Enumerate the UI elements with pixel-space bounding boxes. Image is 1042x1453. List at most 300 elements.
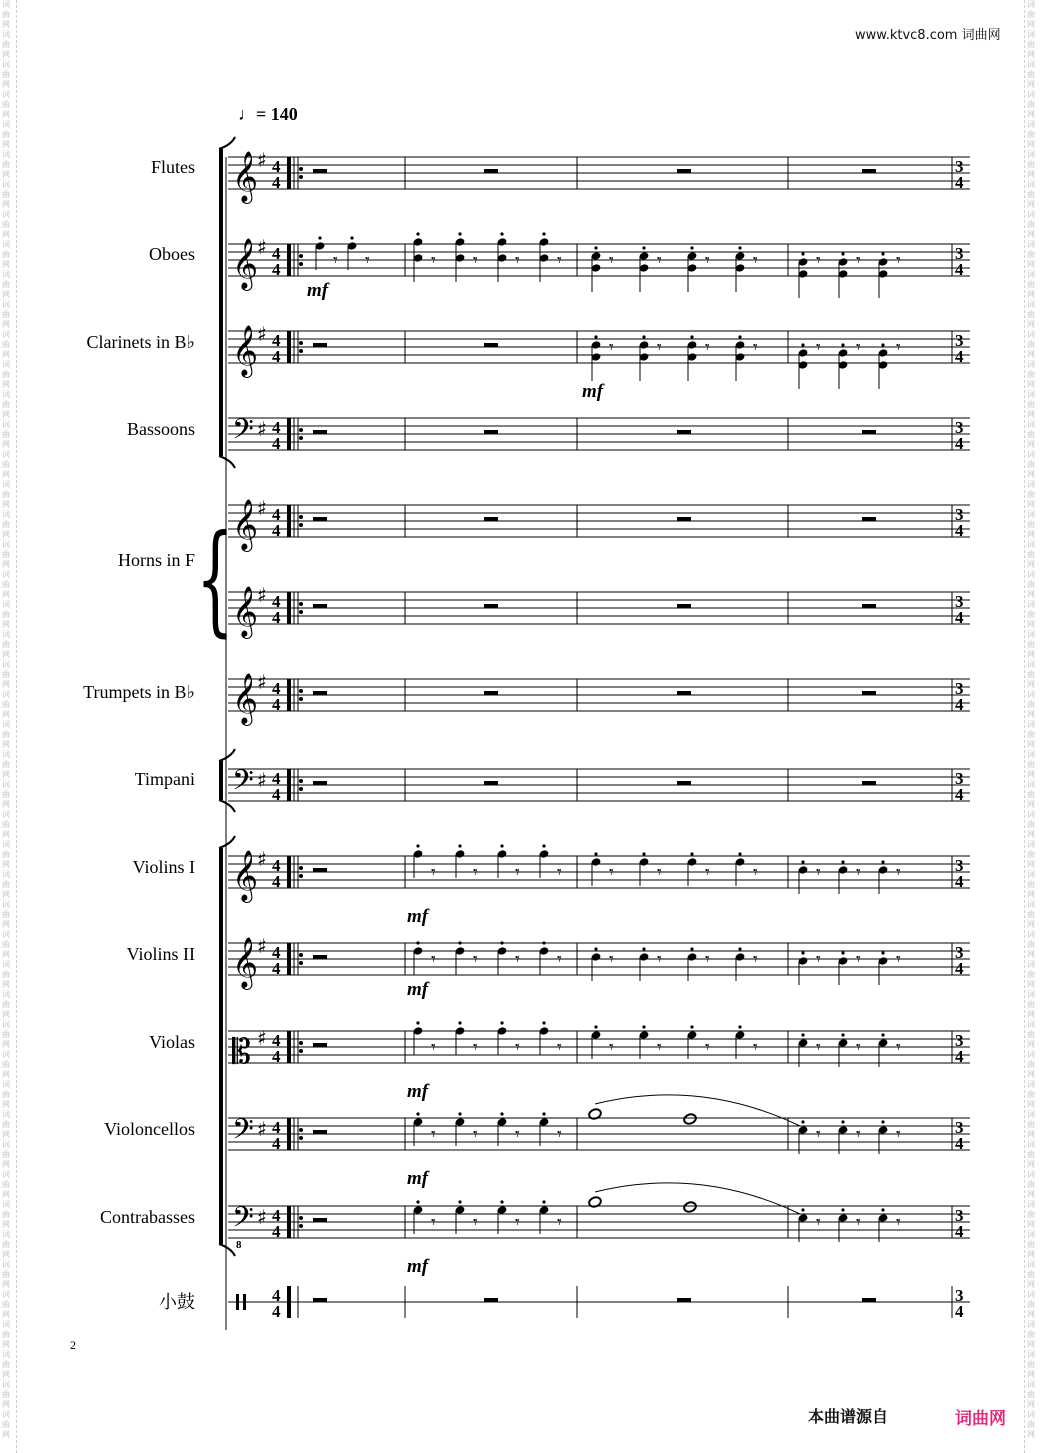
- key-sharp-icon: ♯: [257, 1026, 267, 1050]
- time-signature-bottom: 4: [955, 434, 964, 453]
- eighth-rest-icon: 𝄾: [657, 862, 662, 883]
- whole-rest: [677, 604, 691, 608]
- time-signature-bottom: 4: [955, 260, 964, 279]
- time-signature-bottom: 4: [272, 608, 281, 627]
- staccato-dot: [690, 947, 693, 950]
- staccato-dot: [738, 852, 741, 855]
- key-sharp-icon: ♯: [257, 1117, 267, 1141]
- time-signature-top: 4: [272, 592, 281, 611]
- key-sharp-icon: ♯: [257, 934, 267, 958]
- staccato-dot: [642, 852, 645, 855]
- staccato-dot: [881, 860, 884, 863]
- repeat-dot: [299, 1216, 303, 1220]
- key-sharp-icon: ♯: [257, 322, 267, 346]
- half-note-head: [683, 1113, 697, 1126]
- repeat-dot: [299, 515, 303, 519]
- eighth-rest-icon: 𝄾: [557, 1037, 562, 1058]
- time-signature-bottom: 4: [955, 872, 964, 891]
- staccato-dot: [500, 1021, 503, 1024]
- time-signature-bottom: 4: [272, 1134, 281, 1153]
- treble-clef-icon: 𝄞: [232, 673, 259, 724]
- eighth-rest-icon: 𝄾: [705, 250, 710, 271]
- repeat-dot: [299, 689, 303, 693]
- eighth-rest-icon: 𝄾: [705, 337, 710, 358]
- staccato-dot: [642, 246, 645, 249]
- whole-rest: [862, 1298, 876, 1302]
- eighth-rest-icon: 𝄾: [557, 862, 562, 883]
- repeat-dot: [299, 428, 303, 432]
- instrument-label: Contrabasses: [100, 1207, 195, 1227]
- staccato-dot: [738, 335, 741, 338]
- time-signature-bottom: 4: [272, 347, 281, 366]
- horn-brace-icon: {: [196, 509, 235, 650]
- eighth-rest-icon: 𝄾: [515, 1037, 520, 1058]
- time-signature-bottom: 4: [955, 695, 964, 714]
- staccato-dot: [500, 1112, 503, 1115]
- eighth-rest-icon: 𝄾: [856, 1212, 861, 1233]
- staccato-dot: [542, 1200, 545, 1203]
- eighth-rest-icon: 𝄾: [705, 862, 710, 883]
- whole-rest: [862, 691, 876, 695]
- instrument-label: Timpani: [134, 769, 195, 789]
- whole-rest: [313, 517, 327, 521]
- key-sharp-icon: ♯: [257, 148, 267, 172]
- time-signature-bottom: 4: [272, 173, 281, 192]
- key-sharp-icon: ♯: [257, 235, 267, 259]
- eighth-rest-icon: 𝄾: [515, 949, 520, 970]
- eighth-rest-icon: 𝄾: [473, 1037, 478, 1058]
- key-sharp-icon: ♯: [257, 417, 267, 441]
- staccato-dot: [738, 246, 741, 249]
- staccato-dot: [594, 246, 597, 249]
- dynamic-marking: mf: [582, 381, 604, 402]
- eighth-rest-icon: 𝄾: [473, 250, 478, 271]
- eighth-rest-icon: 𝄾: [515, 1124, 520, 1145]
- eighth-rest-icon: 𝄾: [753, 250, 758, 271]
- staccato-dot: [542, 232, 545, 235]
- instrument-label: Violas: [149, 1032, 195, 1052]
- eighth-rest-icon: 𝄾: [856, 250, 861, 271]
- repeat-dot: [299, 779, 303, 783]
- eighth-rest-icon: 𝄾: [515, 862, 520, 883]
- staccato-dot: [594, 335, 597, 338]
- time-signature-bottom: 4: [272, 959, 281, 978]
- staccato-dot: [801, 252, 804, 255]
- whole-rest: [677, 691, 691, 695]
- whole-rest: [677, 781, 691, 785]
- octave-mark: 8: [236, 1239, 242, 1251]
- eighth-rest-icon: 𝄾: [753, 949, 758, 970]
- time-signature-bottom: 4: [955, 1134, 964, 1153]
- eighth-rest-icon: 𝄾: [365, 250, 370, 271]
- treble-clef-icon: 𝄞: [232, 499, 259, 550]
- staccato-dot: [801, 1033, 804, 1036]
- eighth-rest-icon: 𝄾: [515, 1212, 520, 1233]
- repeat-dot: [299, 523, 303, 527]
- time-signature-bottom: 4: [272, 1222, 281, 1241]
- time-signature-bottom: 4: [272, 1047, 281, 1066]
- eighth-rest-icon: 𝄾: [856, 1037, 861, 1058]
- time-signature-top: 3: [955, 505, 964, 524]
- staccato-dot: [801, 343, 804, 346]
- staccato-dot: [416, 844, 419, 847]
- dynamic-marking: mf: [307, 280, 329, 301]
- eighth-rest-icon: 𝄾: [816, 337, 821, 358]
- staccato-dot: [318, 236, 321, 239]
- time-signature-top: 3: [955, 157, 964, 176]
- staccato-dot: [458, 844, 461, 847]
- time-signature-top: 3: [955, 592, 964, 611]
- eighth-rest-icon: 𝄾: [609, 862, 614, 883]
- eighth-rest-icon: 𝄾: [657, 337, 662, 358]
- time-signature-bottom: 4: [955, 1047, 964, 1066]
- whole-rest: [484, 169, 498, 173]
- whole-rest: [484, 1298, 498, 1302]
- eighth-rest-icon: 𝄾: [609, 250, 614, 271]
- repeat-dot: [299, 1224, 303, 1228]
- staccato-dot: [738, 947, 741, 950]
- whole-rest: [862, 430, 876, 434]
- staccato-dot: [841, 343, 844, 346]
- eighth-rest-icon: 𝄾: [816, 250, 821, 271]
- time-signature-top: 4: [272, 856, 281, 875]
- repeat-dot: [299, 787, 303, 791]
- repeat-dot: [299, 1136, 303, 1140]
- eighth-rest-icon: 𝄾: [753, 862, 758, 883]
- time-signature-bottom: 4: [272, 872, 281, 891]
- eighth-rest-icon: 𝄾: [609, 949, 614, 970]
- repeat-dot: [299, 961, 303, 965]
- eighth-rest-icon: 𝄾: [896, 862, 901, 883]
- staccato-dot: [881, 1033, 884, 1036]
- staccato-dot: [690, 335, 693, 338]
- instrument-label: Horns in F: [117, 550, 195, 570]
- staccato-dot: [416, 1021, 419, 1024]
- eighth-rest-icon: 𝄾: [557, 1124, 562, 1145]
- whole-rest: [862, 781, 876, 785]
- key-sharp-icon: ♯: [257, 1205, 267, 1229]
- whole-rest: [677, 169, 691, 173]
- staccato-dot: [841, 1033, 844, 1036]
- bass-clef-icon: 𝄢: [232, 764, 254, 804]
- whole-rest: [313, 781, 327, 785]
- eighth-rest-icon: 𝄾: [431, 250, 436, 271]
- time-signature-bottom: 4: [272, 434, 281, 453]
- group-bracket: [219, 456, 235, 468]
- eighth-rest-icon: 𝄾: [896, 1124, 901, 1145]
- eighth-rest-icon: 𝄾: [473, 1212, 478, 1233]
- staccato-dot: [500, 232, 503, 235]
- key-sharp-icon: ♯: [257, 583, 267, 607]
- time-signature-top: 3: [955, 769, 964, 788]
- eighth-rest-icon: 𝄾: [473, 1124, 478, 1145]
- time-signature-top: 4: [272, 418, 281, 437]
- staccato-dot: [841, 1120, 844, 1123]
- staccato-dot: [881, 252, 884, 255]
- time-signature-bottom: 4: [272, 785, 281, 804]
- left-watermark-strip: 词曲网 词曲网 词曲网 词曲网 词曲网 词曲网 词曲网 词曲网 词曲网 词曲网 词曲网 词曲网 词曲网 词曲网 词曲网 词曲网 词曲网 词曲网 词曲网 词曲网 词曲网 词曲网 词曲网 词曲网 词曲网 词曲网 词曲网 词曲网 词曲网 词曲网 词曲网 词曲网 词曲网 词曲网 词曲网 词曲网 词曲网 词曲网 词曲网 词曲网 词曲网 词曲网 词曲网 词曲网 词曲网 词曲网 词曲网 词曲网: [2, 0, 17, 1453]
- staccato-dot: [642, 335, 645, 338]
- time-signature-top: 4: [272, 157, 281, 176]
- instrument-label: Violins I: [132, 857, 195, 877]
- eighth-rest-icon: 𝄾: [816, 1124, 821, 1145]
- slur: [595, 1095, 800, 1126]
- treble-clef-icon: 𝄞: [232, 325, 259, 376]
- eighth-rest-icon: 𝄾: [816, 949, 821, 970]
- eighth-rest-icon: 𝄾: [515, 250, 520, 271]
- repeat-dot: [299, 436, 303, 440]
- repeat-dot: [299, 254, 303, 258]
- repeat-dot: [299, 610, 303, 614]
- time-signature-bottom: 4: [955, 347, 964, 366]
- time-signature-top: 3: [955, 1118, 964, 1137]
- dynamic-marking: mf: [407, 1256, 429, 1277]
- staccato-dot: [881, 1208, 884, 1211]
- time-signature-top: 4: [272, 1206, 281, 1225]
- time-signature-top: 4: [272, 331, 281, 350]
- whole-rest: [313, 1298, 327, 1302]
- instrument-label: Flutes: [150, 157, 195, 177]
- staccato-dot: [738, 1025, 741, 1028]
- whole-rest: [484, 343, 498, 347]
- eighth-rest-icon: 𝄾: [657, 1037, 662, 1058]
- staccato-dot: [416, 941, 419, 944]
- eighth-rest-icon: 𝄾: [816, 862, 821, 883]
- whole-rest: [862, 517, 876, 521]
- staccato-dot: [841, 951, 844, 954]
- alto-clef-icon: 𝄡: [232, 1032, 251, 1072]
- repeat-dot: [299, 697, 303, 701]
- time-signature-top: 4: [272, 679, 281, 698]
- staccato-dot: [801, 860, 804, 863]
- staccato-dot: [416, 1112, 419, 1115]
- repeat-dot: [299, 349, 303, 353]
- eighth-rest-icon: 𝄾: [431, 862, 436, 883]
- whole-rest: [484, 691, 498, 695]
- instrument-label: Violins II: [126, 944, 195, 964]
- repeat-dot: [299, 1128, 303, 1132]
- whole-rest: [313, 430, 327, 434]
- staccato-dot: [542, 844, 545, 847]
- time-signature-top: 3: [955, 856, 964, 875]
- eighth-rest-icon: 𝄾: [896, 337, 901, 358]
- staccato-dot: [500, 1200, 503, 1203]
- staccato-dot: [350, 236, 353, 239]
- whole-rest: [313, 604, 327, 608]
- staccato-dot: [458, 1021, 461, 1024]
- whole-rest: [313, 1218, 327, 1222]
- eighth-rest-icon: 𝄾: [431, 1037, 436, 1058]
- whole-rest: [313, 169, 327, 173]
- key-sharp-icon: ♯: [257, 670, 267, 694]
- eighth-rest-icon: 𝄾: [431, 949, 436, 970]
- dynamic-marking: mf: [407, 1081, 429, 1102]
- key-sharp-icon: ♯: [257, 768, 267, 792]
- dynamic-marking: mf: [407, 979, 429, 1000]
- eighth-rest-icon: 𝄾: [896, 949, 901, 970]
- group-bracket: [219, 836, 235, 848]
- eighth-rest-icon: 𝄾: [896, 1212, 901, 1233]
- eighth-rest-icon: 𝄾: [753, 337, 758, 358]
- time-signature-top: 4: [272, 505, 281, 524]
- whole-rest: [862, 169, 876, 173]
- treble-clef-icon: 𝄞: [232, 850, 259, 901]
- time-signature-top: 3: [955, 418, 964, 437]
- repeat-dot: [299, 866, 303, 870]
- staccato-dot: [841, 1208, 844, 1211]
- repeat-dot: [299, 262, 303, 266]
- group-bracket: [219, 848, 223, 1244]
- time-signature-bottom: 4: [955, 959, 964, 978]
- bass-clef-icon: 𝄢: [232, 1113, 254, 1153]
- eighth-rest-icon: 𝄾: [657, 250, 662, 271]
- time-signature-top: 4: [272, 1118, 281, 1137]
- staccato-dot: [642, 947, 645, 950]
- dynamic-marking: mf: [407, 1168, 429, 1189]
- repeat-dot: [299, 874, 303, 878]
- repeat-dot: [299, 1049, 303, 1053]
- treble-clef-icon: 𝄞: [232, 151, 259, 202]
- staccato-dot: [881, 1120, 884, 1123]
- staccato-dot: [542, 1021, 545, 1024]
- bass-clef-icon: 𝄢: [232, 1201, 254, 1241]
- group-bracket: [219, 761, 223, 800]
- eighth-rest-icon: 𝄾: [896, 1037, 901, 1058]
- staccato-dot: [841, 860, 844, 863]
- instrument-label: Trumpets in B♭: [83, 682, 195, 702]
- staccato-dot: [642, 1025, 645, 1028]
- eighth-rest-icon: 𝄾: [473, 862, 478, 883]
- repeat-dot: [299, 167, 303, 171]
- time-signature-top: 4: [272, 1286, 281, 1305]
- staccato-dot: [500, 844, 503, 847]
- footer-brand-link[interactable]: 词曲网: [955, 1409, 1006, 1429]
- key-sharp-icon: ♯: [257, 847, 267, 871]
- time-signature-top: 4: [272, 769, 281, 788]
- instrument-label: 小鼓: [159, 1292, 195, 1312]
- percussion-clef-icon: [243, 1294, 246, 1310]
- staccato-dot: [801, 951, 804, 954]
- time-signature-top: 3: [955, 943, 964, 962]
- time-signature-top: 3: [955, 1031, 964, 1050]
- whole-rest: [862, 604, 876, 608]
- eighth-rest-icon: 𝄾: [473, 949, 478, 970]
- eighth-rest-icon: 𝄾: [705, 1037, 710, 1058]
- staccato-dot: [458, 1112, 461, 1115]
- staccato-dot: [416, 232, 419, 235]
- time-signature-top: 3: [955, 1286, 964, 1305]
- percussion-clef-icon: [236, 1294, 239, 1310]
- repeat-dot: [299, 341, 303, 345]
- footer-source-label: 本曲谱源自: [808, 1407, 889, 1426]
- staccato-dot: [542, 1112, 545, 1115]
- whole-rest: [484, 430, 498, 434]
- time-signature-bottom: 4: [955, 608, 964, 627]
- whole-rest: [313, 868, 327, 872]
- eighth-rest-icon: 𝄾: [856, 862, 861, 883]
- whole-rest: [484, 781, 498, 785]
- half-note-head: [683, 1201, 697, 1214]
- time-signature-bottom: 4: [955, 1222, 964, 1241]
- site-header[interactable]: www.ktvc8.com 词曲网: [855, 28, 1001, 43]
- eighth-rest-icon: 𝄾: [609, 1037, 614, 1058]
- staccato-dot: [542, 941, 545, 944]
- staccato-dot: [841, 252, 844, 255]
- staccato-dot: [881, 343, 884, 346]
- staccato-dot: [416, 1200, 419, 1203]
- time-signature-top: 4: [272, 244, 281, 263]
- treble-clef-icon: 𝄞: [232, 937, 259, 988]
- group-bracket: [219, 749, 235, 761]
- time-signature-top: 3: [955, 1206, 964, 1225]
- eighth-rest-icon: 𝄾: [431, 1212, 436, 1233]
- time-signature-bottom: 4: [272, 1302, 281, 1321]
- eighth-rest-icon: 𝄾: [856, 949, 861, 970]
- staccato-dot: [594, 947, 597, 950]
- treble-clef-icon: 𝄞: [232, 238, 259, 289]
- tempo-marking: ♩= 140: [238, 104, 298, 124]
- treble-clef-icon: 𝄞: [232, 586, 259, 637]
- whole-rest: [313, 691, 327, 695]
- eighth-rest-icon: 𝄾: [333, 250, 338, 271]
- time-signature-top: 3: [955, 244, 964, 263]
- staccato-dot: [458, 232, 461, 235]
- instrument-label: Oboes: [149, 244, 195, 264]
- group-bracket: [219, 137, 235, 149]
- staccato-dot: [594, 1025, 597, 1028]
- eighth-rest-icon: 𝄾: [431, 1124, 436, 1145]
- repeat-dot: [299, 953, 303, 957]
- staccato-dot: [801, 1120, 804, 1123]
- staccato-dot: [594, 852, 597, 855]
- time-signature-bottom: 4: [272, 695, 281, 714]
- eighth-rest-icon: 𝄾: [657, 949, 662, 970]
- eighth-rest-icon: 𝄾: [753, 1037, 758, 1058]
- eighth-rest-icon: 𝄾: [557, 1212, 562, 1233]
- whole-rest: [677, 517, 691, 521]
- whole-rest: [313, 1043, 327, 1047]
- page-number: 2: [70, 1338, 76, 1352]
- time-signature-bottom: 4: [955, 1302, 964, 1321]
- whole-rest: [484, 517, 498, 521]
- slur: [595, 1183, 800, 1214]
- staccato-dot: [881, 951, 884, 954]
- whole-rest: [313, 343, 327, 347]
- instrument-label: Clarinets in B♭: [86, 332, 195, 352]
- eighth-rest-icon: 𝄾: [816, 1037, 821, 1058]
- time-signature-top: 3: [955, 679, 964, 698]
- eighth-rest-icon: 𝄾: [816, 1212, 821, 1233]
- time-signature-bottom: 4: [272, 260, 281, 279]
- time-signature-bottom: 4: [955, 785, 964, 804]
- instrument-label: Bassoons: [126, 419, 195, 439]
- right-watermark-strip: 词曲网 词曲网 词曲网 词曲网 词曲网 词曲网 词曲网 词曲网 词曲网 词曲网 词曲网 词曲网 词曲网 词曲网 词曲网 词曲网 词曲网 词曲网 词曲网 词曲网 词曲网 词曲网 词曲网 词曲网 词曲网 词曲网 词曲网 词曲网 词曲网 词曲网 词曲网 词曲网 词曲网 词曲网 词曲网 词曲网 词曲网 词曲网 词曲网 词曲网 词曲网 词曲网 词曲网 词曲网 词曲网 词曲网 词曲网 词曲网: [1024, 0, 1041, 1453]
- repeat-dot: [299, 175, 303, 179]
- repeat-dot: [299, 1041, 303, 1045]
- whole-rest: [677, 1298, 691, 1302]
- eighth-rest-icon: 𝄾: [609, 337, 614, 358]
- group-bracket: [219, 149, 223, 456]
- whole-rest: [313, 955, 327, 959]
- eighth-rest-icon: 𝄾: [896, 250, 901, 271]
- key-sharp-icon: ♯: [257, 496, 267, 520]
- time-signature-top: 4: [272, 943, 281, 962]
- instrument-label: Violoncellos: [104, 1119, 195, 1139]
- time-signature-top: 4: [272, 1031, 281, 1050]
- time-signature-bottom: 4: [955, 173, 964, 192]
- eighth-rest-icon: 𝄾: [705, 949, 710, 970]
- whole-rest: [313, 1130, 327, 1134]
